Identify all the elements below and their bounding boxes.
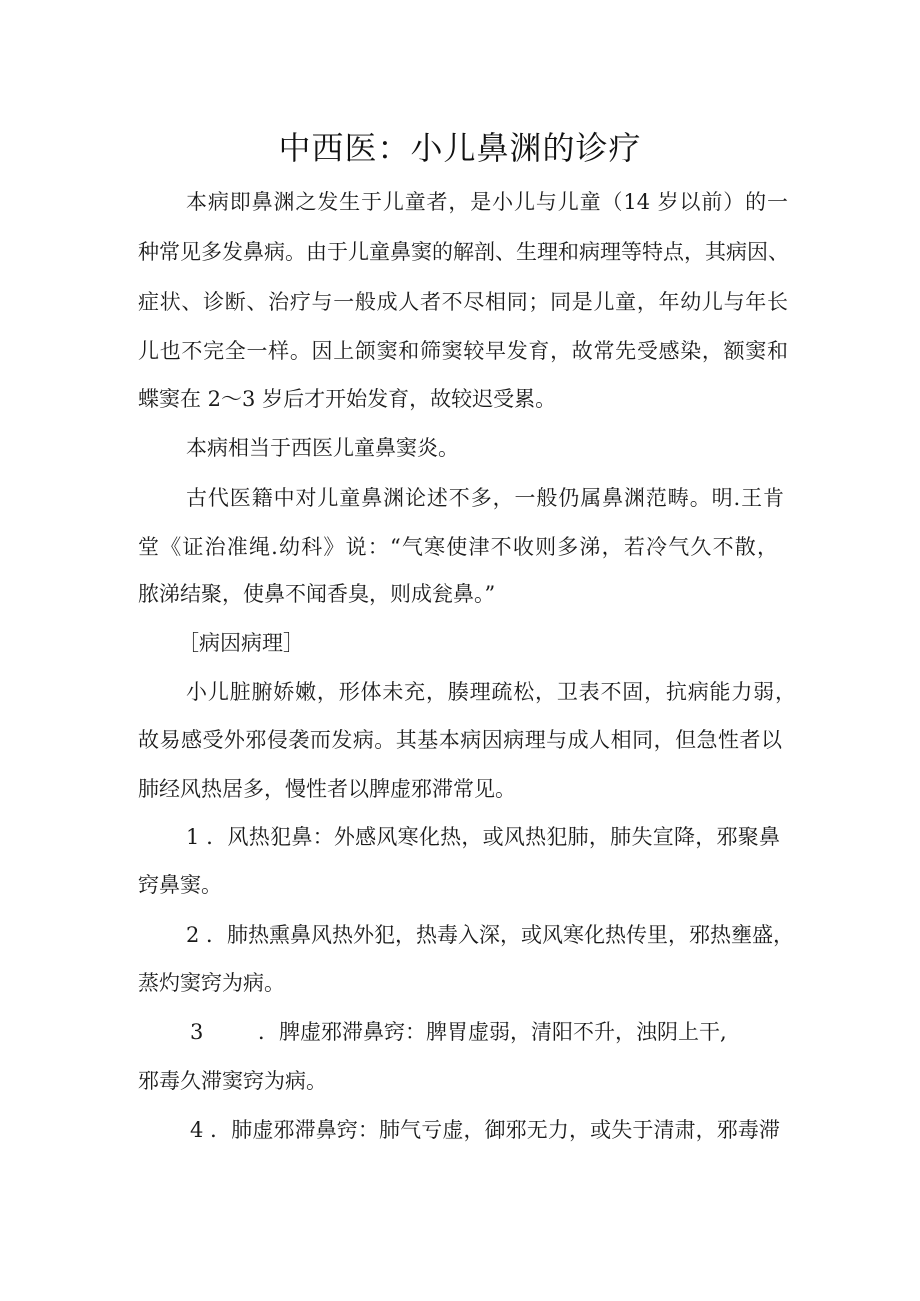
paragraph-line: 堂《证治准绳.幼科》说：“气寒使津不收则多涕，若冷气久不散， [138, 535, 778, 559]
paragraph-line: 种常见多发鼻病。由于儿童鼻窦的解剖、生理和病理等特点，其病因、 [138, 240, 789, 264]
paragraph-line: 小儿脏腑娇嫩，形体未充，腠理疏松，卫表不固，抗病能力弱， [186, 680, 796, 704]
section-heading: ［病因病理］ [178, 631, 304, 655]
list-item-4: 4 ．肺虚邪滞鼻窍：肺气亏虚，御邪无力，或失于清肃，邪毒滞 [190, 1118, 780, 1142]
list-item-3: ．脾虚邪滞鼻窍：脾胃虚弱，清阳不升，浊阴上干, [258, 1020, 727, 1044]
paragraph-line: 脓涕结聚，使鼻不闻香臭，则成瓮鼻。” [138, 582, 496, 606]
page-title: 中西医：小儿鼻渊的诊疗 [278, 129, 642, 167]
list-item-2: 2 ．肺热熏鼻风热外犯，热毒入深，或风寒化热传里，邪热壅盛， [186, 923, 795, 947]
paragraph-line: 蒸灼窦窍为病。 [138, 971, 285, 995]
paragraph-line: 故易感受外邪侵袭而发病。其基本病因病理与成人相同，但急性者以 [138, 728, 782, 752]
paragraph-line: 邪毒久滞窦窍为病。 [138, 1069, 327, 1093]
list-item-3-number: 3 [190, 1020, 204, 1044]
paragraph-line: 蝶窦在 2～3 岁后才开始发育，故较迟受累。 [138, 387, 557, 411]
list-item-1: 1 ．风热犯鼻：外感风寒化热，或风热犯肺，肺失宣降，邪聚鼻 [186, 825, 780, 849]
paragraph-line: 古代医籍中对儿童鼻渊论述不多，一般仍属鼻渊范畴。明.王肯 [186, 486, 784, 510]
paragraph-line: 本病相当于西医儿童鼻窦炎。 [186, 436, 459, 460]
paragraph-line: 本病即鼻渊之发生于儿童者，是小儿与儿童（14 岁以前）的一 [186, 190, 788, 214]
paragraph-line: 症状、诊断、治疗与一般成人者不尽相同；同是儿童，年幼儿与年长 [138, 290, 788, 314]
paragraph-line: 窍鼻窦。 [138, 873, 222, 897]
paragraph-line: 儿也不完全一样。因上颌窦和筛窦较早发育，故常先受感染，额窦和 [138, 339, 788, 363]
paragraph-line: 肺经风热居多，慢性者以脾虚邪滞常见。 [138, 777, 516, 801]
